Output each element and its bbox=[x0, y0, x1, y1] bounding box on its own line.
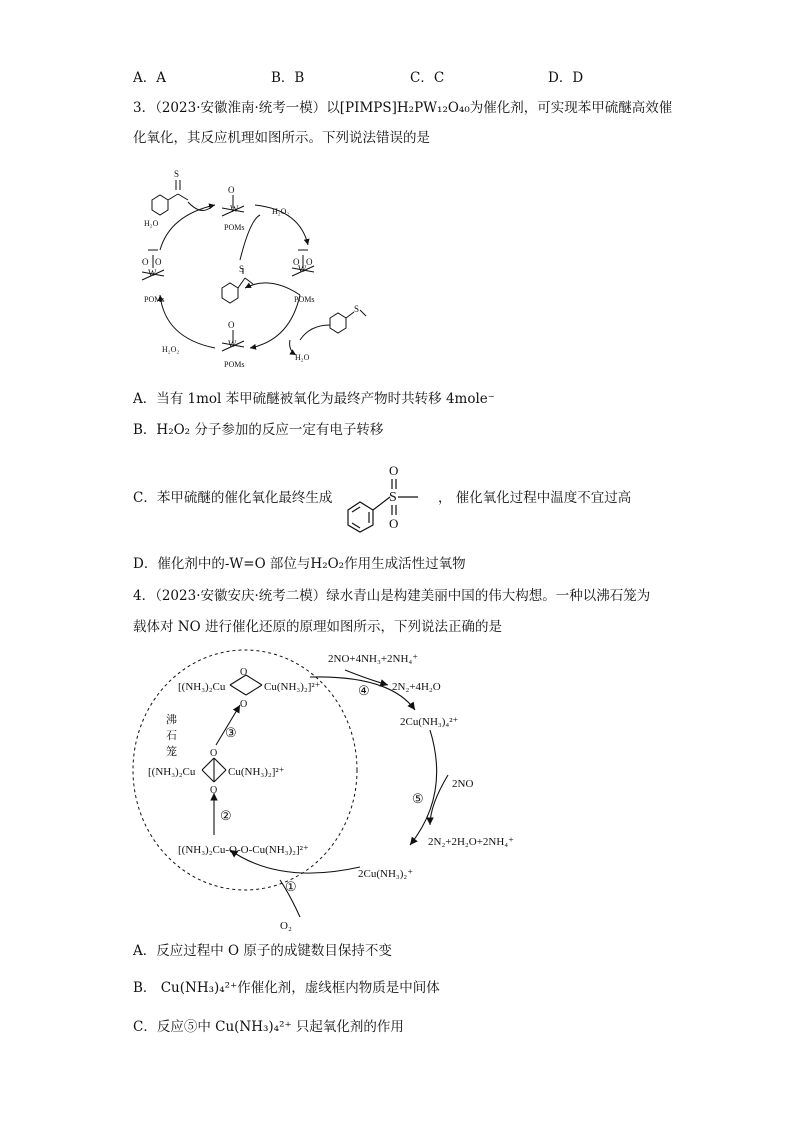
q3-mechanism-diagram bbox=[140, 160, 380, 375]
product-mid: 2N₂+2H₂O+2NH₄⁺ bbox=[428, 836, 514, 848]
species-bottom: [(NH₃)₂Cu-O-O-Cu(NH₃)₂]²⁺ bbox=[178, 844, 309, 856]
poms-bottom: POMs bbox=[224, 360, 245, 369]
q3-option-b: B．H₂O₂ 分子参加的反应一定有电子转移 bbox=[133, 422, 384, 438]
step-4: ④ bbox=[358, 683, 370, 698]
o-atom-mid-1: O bbox=[210, 748, 218, 759]
o-atom-top-2: O bbox=[240, 699, 248, 710]
s-label-product: S bbox=[174, 169, 180, 179]
cage-char-2: 石 bbox=[166, 730, 177, 742]
reactant-top: 2NO+4NH₃+2NH₄⁺ bbox=[328, 653, 419, 665]
product-top: 2N₂+4H₂O bbox=[392, 681, 441, 693]
w-label-top: W bbox=[230, 204, 239, 214]
s-label-center: S bbox=[239, 264, 245, 274]
sulfone-s: S bbox=[389, 490, 397, 505]
o-label-top: O bbox=[228, 185, 235, 195]
h2o-bottom-right: H₂O bbox=[295, 353, 310, 362]
o-label-left-a: O bbox=[142, 257, 149, 267]
h2o2-bottom-left: H₂O₂ bbox=[162, 345, 180, 354]
q3-stem-line1: 3．（2023·安徽淮南·统考一模）以[PIMPS]H₂PW₁₂O₄₀为催化剂，可实现苯甲硫醚高效催 bbox=[133, 100, 673, 116]
o-atom-mid-2: O bbox=[210, 785, 218, 796]
q3-option-c-prefix: C．苯甲硫醚的催化氧化最终生成 bbox=[133, 490, 333, 506]
species-mid-right: Cu(NH₃)₂]²⁺ bbox=[228, 766, 285, 778]
w-label-left: W bbox=[148, 268, 157, 278]
q4-option-c: C．反应⑤中 Cu(NH₃)₄²⁺ 只起氧化剂的作用 bbox=[133, 1019, 404, 1035]
q3-option-c-suffix: ， 催化氧化过程中温度不宜过高 bbox=[438, 490, 632, 506]
q4-stem-line2: 载体对 NO 进行催化还原的原理如图所示，下列说法正确的是 bbox=[133, 619, 502, 635]
methyl-phenyl-sulfone-structure bbox=[340, 455, 440, 535]
w-label-right: W bbox=[298, 264, 307, 274]
option-d-prev: D．D bbox=[548, 70, 584, 86]
s-label-right: S bbox=[354, 304, 360, 314]
q3-stem-line2: 化氧化，其反应机理如图所示。下列说法错误的是 bbox=[133, 130, 430, 146]
step-3: ③ bbox=[225, 725, 237, 740]
no-reactant: 2NO bbox=[452, 778, 474, 790]
cage-char-3: 笼 bbox=[166, 746, 177, 758]
poms-left: POMs bbox=[144, 295, 165, 304]
o-label-right-a: O bbox=[293, 257, 300, 267]
option-a-prev: A．A bbox=[133, 70, 166, 86]
w-label-bottom: W bbox=[228, 339, 237, 349]
sulfone-o-top: O bbox=[389, 463, 399, 478]
option-b-prev: B．B bbox=[271, 70, 305, 86]
o-label-left-b: O bbox=[155, 257, 162, 267]
species-top-left: [(NH₃)₂Cu bbox=[178, 681, 226, 693]
q4-option-b: B． Cu(NH₃)₄²⁺作催化剂，虚线框内物质是中间体 bbox=[133, 980, 440, 996]
q4-stem-line1: 4．（2023·安徽安庆·统考二模）绿水青山是构建美丽中国的伟大构想。一种以沸石笼为 bbox=[133, 588, 651, 604]
q4-option-a: A．反应过程中 O 原子的成键数目保持不变 bbox=[133, 943, 392, 959]
q4-mechanism-diagram bbox=[130, 645, 540, 935]
cage-char-1: 沸 bbox=[166, 714, 177, 726]
o2-reactant: O₂ bbox=[280, 920, 292, 932]
o-label-right-b: O bbox=[306, 257, 313, 267]
cu-tetraammine: 2Cu(NH₃)₄²⁺ bbox=[400, 716, 459, 728]
poms-top: POMs bbox=[224, 223, 245, 232]
q3-option-a: A．当有 1mol 苯甲硫醚被氧化为最终产物时共转移 4mole⁻ bbox=[133, 391, 495, 407]
poms-right: POMs bbox=[294, 295, 315, 304]
species-top-right: Cu(NH₃)₂]²⁺ bbox=[264, 681, 321, 693]
option-c-prev: C．C bbox=[410, 70, 445, 86]
o-atom-top-1: O bbox=[240, 667, 248, 678]
cu-diammine: 2Cu(NH₃)₂⁺ bbox=[358, 868, 414, 880]
h2o2-top-right: H₂O₂ bbox=[272, 207, 290, 216]
q3-option-d: D．催化剂中的-W=O 部位与H₂O₂作用生成活性过氧物 bbox=[133, 556, 466, 572]
species-mid-left: [(NH₃)₂Cu bbox=[148, 766, 196, 778]
h2o-left: H₂O bbox=[144, 219, 159, 228]
step-5: ⑤ bbox=[412, 791, 424, 806]
o-label-bottom: O bbox=[228, 320, 235, 330]
sulfone-o-bottom: O bbox=[389, 516, 399, 531]
step-1: ① bbox=[285, 879, 297, 894]
step-2: ② bbox=[220, 808, 232, 823]
